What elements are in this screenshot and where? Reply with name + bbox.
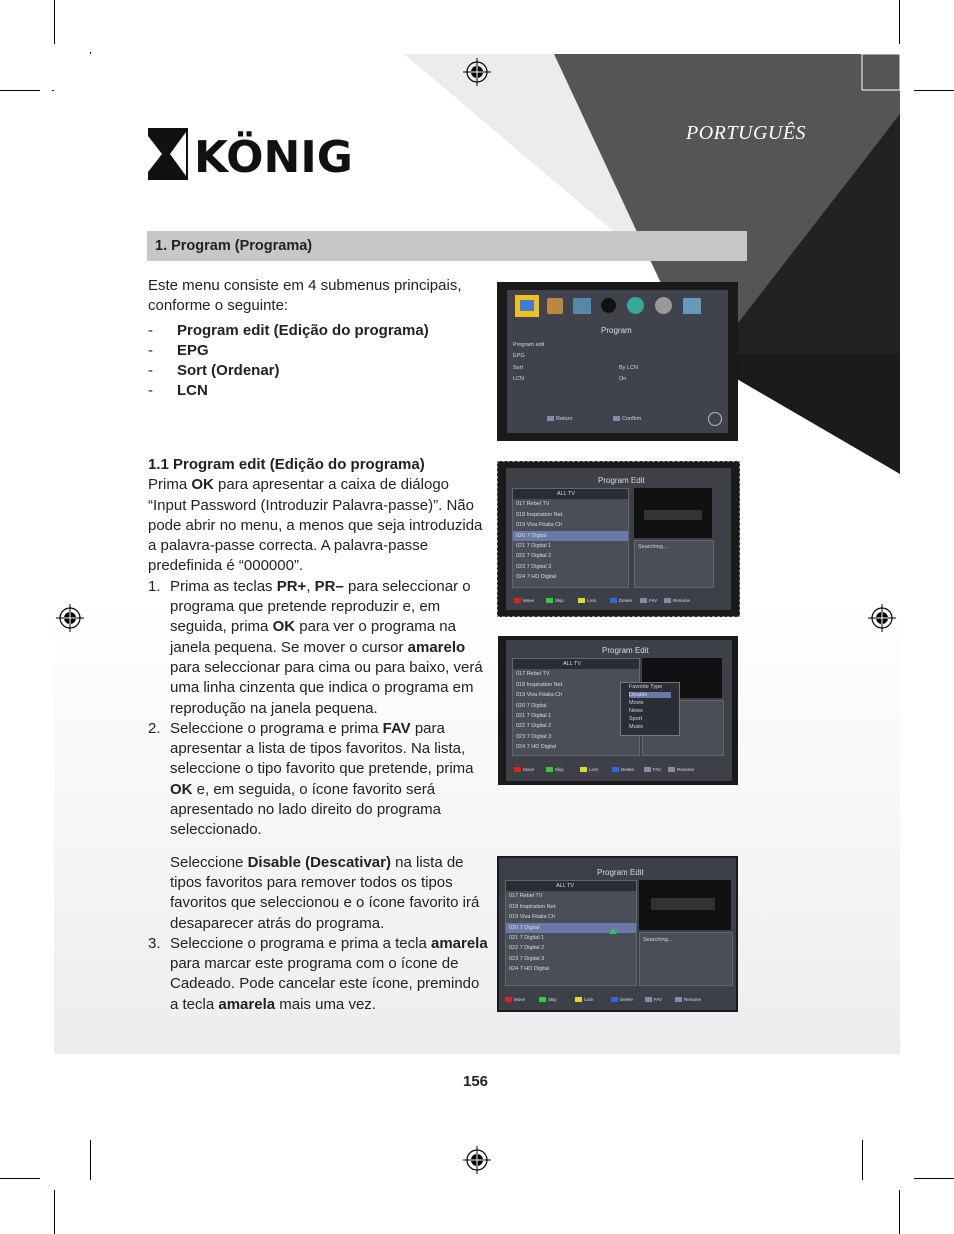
- step-1: 1. Prima as teclas PR+, PR– para seleccionar o programa que pretende reproduzir e, em seguida, prima OK para ver o programa na janela pequena. Se mover o cursor amarelo para seleccionar para cima ou para baixo, verá uma linha cinzenta que indica o programa em reprodução na janela pequena.: [148, 577, 483, 717]
- language-label: PORTUGUÊS: [686, 122, 807, 144]
- tv-program-icon: [515, 295, 539, 317]
- list-item[interactable]: 024 7 HD Digital: [516, 744, 557, 751]
- corner-decoration: [54, 54, 900, 474]
- list-item[interactable]: 023 7 Digital 3: [516, 563, 552, 570]
- list-item[interactable]: 022 7 Digital 2: [509, 945, 545, 952]
- list-item[interactable]: 017 Rebel TV: [516, 501, 550, 508]
- channel-group[interactable]: ALL TV: [513, 489, 628, 499]
- list-item[interactable]: 019 Viva Fitalia Ch: [516, 522, 563, 529]
- image-icon: [573, 298, 591, 314]
- favorite-type-popup: [620, 682, 680, 736]
- list-item[interactable]: 021 7 Digital 1: [516, 712, 552, 719]
- program-menu-screenshot: [497, 282, 738, 441]
- picture-icon: [547, 298, 563, 314]
- list-item[interactable]: 018 Inspiration Net.: [516, 681, 564, 688]
- intro-block: [148, 276, 488, 402]
- list-item[interactable]: 022 7 Digital 2: [516, 553, 552, 560]
- popup-header: Favorite Type: [629, 684, 663, 690]
- program-edit-text: [148, 455, 488, 1015]
- list-item[interactable]: 019 Viva Fitalia Ch: [516, 692, 563, 699]
- crop-mark: [914, 90, 954, 91]
- registration-mark-icon: [56, 604, 84, 632]
- key-hint: Lock: [575, 997, 594, 1002]
- step-3: 3. Seleccione o programa e prima a tecla amarela para marcar este programa com o ícone de Cadeado. Pode cancelar este ícone, premindo a tecla amarela mais uma vez.: [148, 934, 488, 1013]
- globe-icon: [627, 297, 644, 314]
- menu-row-label[interactable]: Sort: [513, 365, 524, 371]
- crop-mark: [90, 1140, 91, 1180]
- tools-icon: [683, 298, 701, 314]
- list-item[interactable]: 018 Inspiration Net.: [509, 903, 557, 910]
- disc-icon: [601, 298, 616, 313]
- section-title: 1. Program (Programa): [155, 238, 313, 254]
- info-panel: [634, 540, 714, 588]
- submenu-item: - LCN: [148, 382, 208, 400]
- list-item[interactable]: 024 7 HD Digital: [516, 574, 557, 581]
- status-text: Searching...: [643, 937, 673, 943]
- fav-option[interactable]: News: [629, 708, 643, 714]
- lock-icon: [609, 928, 617, 934]
- list-item[interactable]: 020 7 Digital: [513, 531, 628, 541]
- list-item[interactable]: 022 7 Digital 2: [516, 723, 552, 730]
- list-item[interactable]: 024 7 HD Digital: [509, 966, 550, 973]
- menu-row-value: By LCN: [619, 365, 638, 371]
- fav-option[interactable]: Disable: [629, 692, 671, 698]
- list-item[interactable]: 017 Rebel TV: [516, 671, 550, 678]
- page-number: 156: [463, 1073, 489, 1090]
- crop-mark: [914, 1178, 954, 1179]
- crop-mark: [0, 90, 40, 91]
- edit-title: Program Edit: [602, 646, 649, 655]
- key-hint: Delete: [611, 997, 633, 1002]
- preview-window: [634, 488, 712, 538]
- paragraph: Prima OK para apresentar a caixa de diálogo “Input Password (Introduzir Palavra-passe)”. Não pode abrir no menu, a menos que seja introduzida a palavra-passe correcta. A palavra-passe predefinida é “000000”.: [148, 476, 483, 575]
- menu-title: Program: [601, 326, 632, 335]
- registration-mark-icon: [463, 58, 491, 86]
- step-2: 2. Seleccione o programa e prima FAV para apresentar a lista de tipos favoritos. Na lista, seleccione o tipo favorito que pretende, prima OK e, em seguida, o ícone favorito será apresentado no lado direito do programa seleccionado.: [148, 719, 474, 839]
- registration-mark-icon: [463, 1146, 491, 1174]
- submenu-item: - Sort (Ordenar): [148, 362, 280, 380]
- brand-name: KÖNIG: [194, 132, 353, 180]
- crop-mark: [0, 1178, 40, 1179]
- channel-list: [512, 488, 629, 588]
- submenu-item: - Program edit (Edição do programa): [148, 321, 429, 339]
- key-hint: Move: [514, 598, 534, 603]
- key-hint: Skip: [539, 997, 557, 1002]
- list-item[interactable]: 017 Rebel TV: [509, 893, 543, 900]
- crop-mark: [899, 1190, 900, 1234]
- lock-screenshot: [497, 856, 738, 1012]
- channel-group[interactable]: ALL TV: [506, 881, 636, 891]
- list-item[interactable]: 020 7 Digital: [516, 702, 547, 709]
- list-item[interactable]: 023 7 Digital 3: [509, 955, 545, 962]
- step-2-note: Seleccione Disable (Descativar) na lista de tipos favoritos para remover todos os tipos favoritos que seleccionou e o ícone favorito irá desaparecer atrás do programa.: [170, 853, 480, 932]
- preview-window: [639, 880, 731, 930]
- status-text: Searching...: [638, 544, 668, 550]
- crop-mark: [862, 1140, 863, 1180]
- navigation-pad-icon: [708, 412, 722, 426]
- list-item[interactable]: 019 Viva Fitalia Ch: [509, 914, 556, 921]
- list-item[interactable]: 020 7 Digital: [506, 923, 636, 933]
- list-item[interactable]: 023 7 Digital 3: [516, 733, 552, 740]
- key-hint: Rename: [675, 997, 701, 1002]
- key-hint: Lock: [578, 598, 597, 603]
- list-item[interactable]: 021 7 Digital 1: [516, 542, 552, 549]
- menu-icon-bar: [513, 294, 722, 320]
- key-hint: FAV: [644, 767, 661, 772]
- favorite-type-screenshot: [498, 636, 738, 785]
- list-item[interactable]: 018 Inspiration Net.: [516, 511, 564, 518]
- menu-row-label[interactable]: EPG: [513, 353, 525, 359]
- info-panel: [639, 932, 733, 986]
- menu-row-label[interactable]: LCN: [513, 376, 525, 382]
- fav-option[interactable]: Sport: [629, 716, 643, 722]
- menu-row-label[interactable]: Program edit: [513, 342, 545, 348]
- konig-logo: [148, 128, 353, 180]
- list-item[interactable]: 021 7 Digital 1: [509, 934, 545, 941]
- channel-group[interactable]: ALL TV: [513, 659, 639, 669]
- registration-mark-icon: [868, 604, 896, 632]
- crop-mark: [899, 0, 900, 44]
- key-hint: Move: [514, 767, 534, 772]
- key-hint: Return: [547, 416, 573, 422]
- key-hint: FAV: [640, 598, 657, 603]
- crop-mark: [54, 0, 55, 44]
- media-icon: [655, 297, 672, 314]
- channel-list: [505, 880, 637, 986]
- fav-option[interactable]: Music: [629, 724, 644, 730]
- section-heading-bar: [147, 231, 747, 261]
- key-hint: Move: [505, 997, 525, 1002]
- key-hint: Lock: [580, 767, 599, 772]
- submenu-item: - EPG: [148, 341, 209, 359]
- crop-mark: [54, 1190, 55, 1234]
- menu-row-value: On: [619, 376, 627, 382]
- key-hint: Delete: [610, 598, 632, 603]
- fav-option[interactable]: Movie: [629, 700, 644, 706]
- key-hint: Rename: [668, 767, 694, 772]
- edit-title: Program Edit: [597, 868, 644, 877]
- key-hint: Skip: [546, 598, 564, 603]
- key-hint: Delete: [612, 767, 634, 772]
- subsection-title: 1.1 Program edit (Edição do programa): [148, 456, 425, 473]
- key-hint: Confirm: [613, 416, 641, 422]
- key-hint: Skip: [546, 767, 564, 772]
- key-hint: Rename: [664, 598, 690, 603]
- key-hint: FAV: [645, 997, 662, 1002]
- intro-text: Este menu consiste em 4 submenus principais, conforme o seguinte:: [148, 277, 462, 315]
- edit-title: Program Edit: [598, 476, 645, 485]
- program-edit-screenshot: [497, 461, 740, 617]
